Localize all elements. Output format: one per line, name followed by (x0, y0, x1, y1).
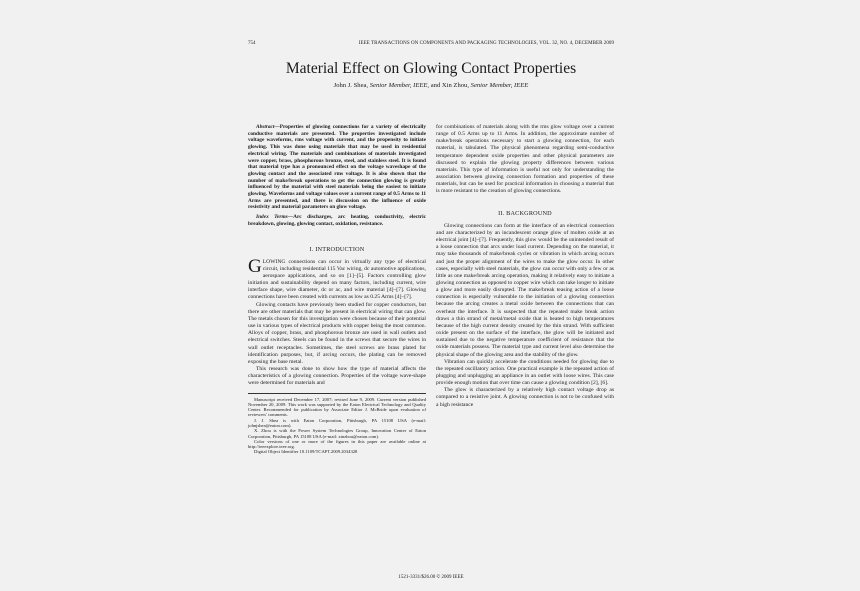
section-heading-background: II. BACKGROUND (498, 209, 552, 217)
page-number: 754 (248, 41, 256, 46)
author-2: and Xin Zhou, (430, 82, 469, 89)
author-2-role: Senior Member, IEEE (470, 82, 529, 89)
intro-paragraph-2: Glowing contacts have previously been studied for copper conductors, but there are other materials that may be present in electrical wiring that can glow. The metals chosen for this investigation were chosen because of their potential use in various types of electrical products with copper being the most common. Alloys of copper, brass, and phosphorous bronze are used in wall outlets and electrical switches. Steels can be found in the screws that secure the wires in wall outlet receptacles. Sometimes, the steel screws are brass plated for identification purposes, but, if arcing occurs, the plating can be removed exposing the base metal. (248, 301, 426, 365)
footnote-author-1: J. J. Shea is with Eaton Corporation, Pittsburgh, PA 15108 USA (e-mail: johnjshea@eaton.com). (248, 417, 426, 428)
footnote-color-figures: Color versions of one or more of the figures in this paper are available online at http://ieeexplore.ieee.org. (248, 438, 426, 450)
background-paragraph-3: The glow is characterized by a relatively high contact voltage drop as compared to a resistive joint. A glowing connection is not to be confused with a high resistance (436, 387, 614, 408)
background-paragraph-1: Glowing connections can form at the interface of an electrical connection and are characterized by an incandescent orange glow of molten oxide at an electrical joint [4]–[7]. Frequently, this glow would be the unintended result of a loose connection that arcs under load current. Depending on the material, it may take thousands of make/break cycles or vibration in which arcing occurs and just the proper alignment of the wires to make the glow occur. In other cases, especially with steel materials, the glow can occur with only a few or as little as one make/break arcing operation, making it relatively easy to initiate a glowing connection as opposed to copper wire which can take longer to initiate a glow and more easily disrupted. The make/break teasing action of a loose connection is especially vulnerable to the initiation of a glowing connection because the arcing creates a metal oxide between the connections that can overheat the interface. It is suspected that the repeated make break action draws a thin strand of metal/metal oxide that is heated to high temperatures because of the high current density created by the thin strand. With sufficient oxide present on the surface of the interface, the glow will be initiated and sustained due to the negative temperature coefficient of resistance that the oxide materials possess. The material type and current level also determine the physical shape of the glowing area and the stability of the glow. (436, 222, 614, 358)
left-column (248, 124, 426, 455)
right-column (436, 124, 614, 409)
footnote-manuscript: Manuscript received December 17, 2007; revised June 9, 2009. Current version published November 20, 2009. This work was supported by the Eaton Electrical Technology and Quality Center. Recommended for publication by Associate Editor J. McBride upon evaluation of reviewers' comments. (248, 396, 426, 418)
section-heading-introduction: I. INTRODUCTION (309, 245, 365, 253)
index-terms-text: Arc discharges, arc heating, conductivity, electric breakdown, glowing, glowing contact, oxidation, resistance. (248, 214, 426, 227)
copyright-line: 1521-3331/$26.00 © 2009 IEEE (398, 575, 464, 580)
footnotes (248, 393, 426, 455)
author-1-role: Senior Member, IEEE, (369, 82, 430, 89)
abstract (248, 124, 426, 211)
abstract-text: Properties of glowing connections for a variety of electrically conductive materials are presented. The properties investigated include voltage waveforms, rms voltage with current, and the propensity to initiate glowing. This was done using materials that may be used in residential electrical wiring. The materials and combinations of materials investigated were copper, brass, phosphorous bronze, steel, and stainless steel. It is found that material type has a pronounced effect on the voltage waveshape of the glowing contact and the associated rms voltage. It is also shown that the number of make/break operations to get the connection glowing is greatly influenced by the material with steel materials being the easiest to initiate glowing. Waveforms and voltage values over a current range of 0.5 Arms to 11 Arms are presented, and there is discussion on the influence of oxide resistivity and material parameters on glow voltage. (248, 124, 426, 211)
footnote-author-2: X. Zhou is with the Power System Technologies Group, Innovation Center of Eaton Corporation, Pittsburgh, PA 15108 USA (e-mail: xinzhou@eaton.com). (248, 428, 426, 439)
intro-paragraph-3: This research was done to show how the type of material affects the characteristics of a glowing connection. Properties of the voltage wave-shape were determined for materials and (248, 366, 426, 387)
intro-continuation: for combinations of materials along with the rms glow voltage over a current range of 0.5 Arms up to 11 Arms. In addition, the approximate number of make/break operations necessary to start a glowing connection, for each material, is tabulated. The physical phenomena regarding semi-conductive temperature dependent oxide properties and other physical parameters are discussed to explain the glowing property differences between various materials. This type of information is useful not only for understanding the association between glowing connection formation and properties of these materials, but can be used for practical information in choosing a material that is more resistant to the creation of glowing connections. (436, 124, 614, 195)
abstract-label: Abstract— (256, 124, 280, 130)
journal-header: IEEE TRANSACTIONS ON COMPONENTS AND PACKAGING TECHNOLOGIES, VOL. 32, NO. 4, DECEMBER 2009 (358, 41, 614, 46)
author-line (248, 82, 614, 90)
intro-paragraph-1-text: LOWING connections can occur in virtually any type of electrical circuit, including residential 115 Vac wiring, dc automotive applications, aerospace applications, and so on [1]–[5]. Factors controlling glow initiation and sustainability depend on many factors, including current, wire interface shape, wire diameter, dc or ac, and wire material [4]–[7]. Glowing connections have been created with currents as low as 0.25 Arms [4]–[7]. (248, 258, 426, 301)
paper-title: Material Effect on Glowing Contact Properties (285, 60, 577, 77)
index-terms (248, 214, 426, 227)
drop-cap: G (248, 255, 262, 277)
footnote-doi: Digital Object Identifier 10.1109/TCAPT.2009.2034328 (254, 449, 358, 455)
background-paragraph-2: Vibration can quickly accelerate the conditions needed for glowing due to the repeated oscillatory action. One practical example is the repeated action of plugging and unplugging an appliance in an outlet with loose wires. This case provide enough motion that over time can cause a glowing condition [2], [6]. (436, 358, 614, 387)
intro-paragraph-1 (248, 255, 426, 302)
index-terms-label: Index Terms— (256, 214, 294, 221)
author-1: John J. Shea, (333, 82, 369, 89)
